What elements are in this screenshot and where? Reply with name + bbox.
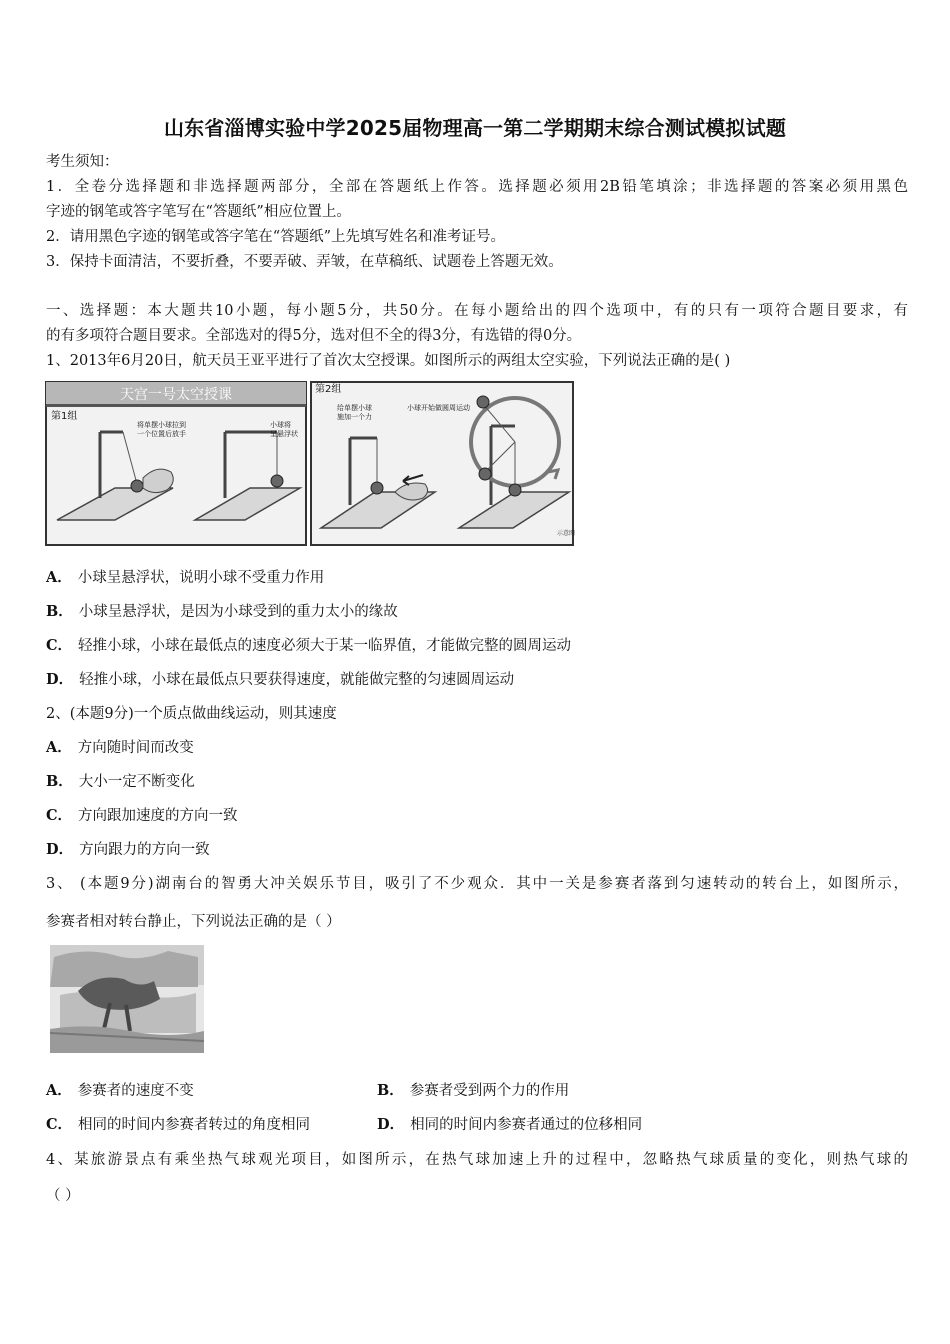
q3-option-b-text: 参赛者受到两个力的作用 <box>409 1083 570 1099</box>
q2-option-d-key: D． <box>46 841 74 858</box>
q3-option-a-key: A． <box>46 1082 72 1099</box>
q1-option-b-key: B． <box>46 603 73 620</box>
q3-option-c-text: 相同的时间内参赛者转过的角度相同 <box>78 1117 311 1133</box>
q1-option-b-text: 小球呈悬浮状，是因为小球受到的重力太小的缘故 <box>78 604 398 620</box>
q3-option-a-text: 参赛者的速度不变 <box>77 1083 194 1099</box>
q1-figure-group-1-label: 第1组 <box>51 411 78 422</box>
q1-figure <box>45 380 575 548</box>
q4-stem-line-2: （ ） <box>46 1188 80 1204</box>
q1-option-c-key: C． <box>46 637 73 654</box>
page-title: 山东省淄博实验中学2025届物理高一第二学期期末综合测试模拟试题 <box>163 116 787 140</box>
q3-option-d-text: 相同的时间内参赛者通过的位移相同 <box>410 1117 643 1133</box>
q2-option-c-key: C． <box>46 807 73 824</box>
notice-item-1-line-1: 1．全卷分选择题和非选择题两部分，全部在答题纸上作答。选择题必须用2B铅笔填涂；非选择题的答案必须用黑色 <box>46 179 908 195</box>
q3-option-d-key: D． <box>377 1116 405 1133</box>
q1-option-a-text: 小球呈悬浮状，说明小球不受重力作用 <box>77 570 325 586</box>
q2-option-d <box>46 840 210 860</box>
q2-option-b <box>46 772 195 792</box>
q1-figure-group-2-note-a-line-2: 施加一个力 <box>337 413 372 421</box>
q1-figure-group-1-note-b-line-2: 呈悬浮状 <box>270 430 298 438</box>
notice-heading: 考生须知： <box>46 154 119 170</box>
q1-figure-group-2-note-b: 小球开始做圆周运动 <box>407 404 470 412</box>
q1-figure-group-1-note-b-line-1: 小球将 <box>270 421 291 429</box>
q2-option-a <box>46 738 194 758</box>
q2-stem: 2、(本题9分)一个质点做曲线运动，则其速度 <box>46 706 337 722</box>
notice-item-3: 3．保持卡面清洁，不要折叠，不要弄破、弄皱，在草稿纸、试题卷上答题无效。 <box>46 254 563 270</box>
notice-item-1-line-2: 字迹的钢笔或答字笔写在“答题纸”相应位置上。 <box>46 204 351 220</box>
q1-figure-group-2-label: 第2组 <box>315 384 342 395</box>
q3-stem-line-1: 3、 (本题9分)湖南台的智勇大冲关娱乐节目，吸引了不少观众．其中一关是参赛者落到匀速转动的转台上，如图所示， <box>46 876 908 892</box>
q2-option-b-key: B． <box>46 773 73 790</box>
section-1-intro-line-1: 一、选择题：本大题共10小题，每小题5分，共50分。在每小题给出的四个选项中，有的只有一项符合题目要求，有 <box>46 303 908 319</box>
q3-option-d <box>377 1115 642 1135</box>
q3-stem-line-2: 参赛者相对转台静止，下列说法正确的是（ ） <box>46 914 341 930</box>
q3-option-b-key: B． <box>377 1082 404 1099</box>
q1-figure-group-1-note-a-line-2: 一个位置后放手 <box>137 430 186 438</box>
q4-stem-line-1: 4、某旅游景点有乘坐热气球观光项目，如图所示，在热气球加速上升的过程中，忽略热气球质量的变化，则热气球的 <box>46 1152 908 1168</box>
q1-figure-group-1 <box>46 382 306 545</box>
q3-option-a <box>46 1081 194 1101</box>
q2-option-b-text: 大小一定不断变化 <box>78 774 195 790</box>
q1-option-b <box>46 602 398 622</box>
q1-figure-group-2 <box>311 382 575 545</box>
q1-option-d-key: D． <box>46 671 74 688</box>
q1-option-d <box>46 670 514 690</box>
q3-option-b <box>377 1081 569 1101</box>
q1-option-c <box>46 636 571 656</box>
section-1-intro-line-2: 的有多项符合题目要求。全部选对的得5分，选对但不全的得3分，有选错的得0分。 <box>46 328 582 344</box>
notice-item-2: 2．请用黑色字迹的钢笔或答字笔在“答题纸”上先填写姓名和准考证号。 <box>46 229 506 245</box>
q1-figure-group-1-note-a-line-1: 将单摆小球拉到 <box>137 421 186 429</box>
q2-option-c-text: 方向跟加速度的方向一致 <box>78 808 238 824</box>
q1-figure-group-2-note-a-line-1: 给单摆小球 <box>337 404 372 412</box>
q3-option-c <box>46 1115 310 1135</box>
q1-option-d-text: 轻推小球，小球在最低点只要获得速度，就能做完整的匀速圆周运动 <box>79 672 515 688</box>
q1-stem: 1、2013年6月20日，航天员王亚平进行了首次太空授课。如图所示的两组太空实验，下列说法正确的是( ) <box>46 353 731 369</box>
q1-figure-banner: 天宫一号太空授课 <box>120 387 232 403</box>
q2-option-a-text: 方向随时间而改变 <box>77 740 194 756</box>
q2-option-d-text: 方向跟力的方向一致 <box>79 842 210 858</box>
q2-option-a-key: A． <box>46 739 72 756</box>
q1-option-a <box>46 568 324 588</box>
q3-photo <box>50 945 204 1053</box>
q1-option-c-text: 轻推小球，小球在最低点的速度必须大于某一临界值，才能做完整的圆周运动 <box>78 638 572 654</box>
q3-option-c-key: C． <box>46 1116 73 1133</box>
q1-figure-credit: 示意图 <box>557 530 575 537</box>
q1-option-a-key: A． <box>46 569 72 586</box>
q2-option-c <box>46 806 238 826</box>
